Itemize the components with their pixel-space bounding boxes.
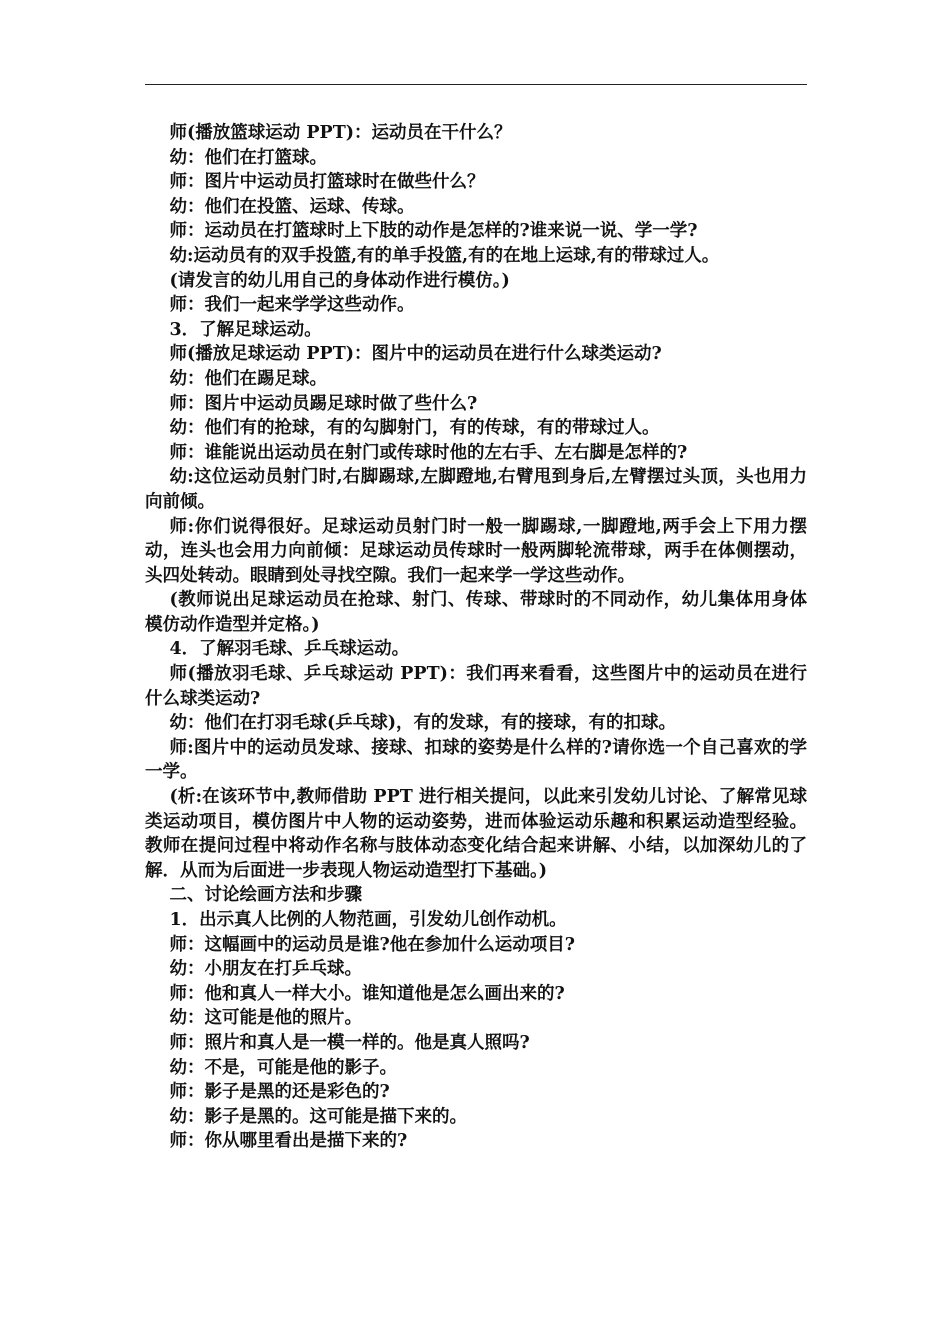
header-rule (145, 84, 807, 85)
paragraph: 幼：这可能是他的照片。 (169, 1008, 362, 1029)
paragraph: 幼：他们在投篮、运球、传球。 (169, 196, 415, 217)
paragraph: 师(播放篮球运动 PPT)：运动员在干什么？ (169, 123, 512, 143)
analysis-note: (析:在该环节中,教师借助 PPT 进行相关提问，以此来引发幼儿讨论、了解常见球类运动项目，模仿图片中人物的运动姿势，进而体验运动乐趣和积累运动造型经验。教师在提问过程中将动作名称与肢体动态变化结合起来讲解、小结，以加深幼儿的了解．从而为后面进一步表现人物运动造型打下基础。) (145, 787, 807, 881)
paragraph: 幼：他们在踢足球。 (169, 368, 327, 389)
paragraph: 师：照片和真人是一模一样的。他是真人照吗? (169, 1032, 530, 1053)
paragraph: 幼：不是，可能是他的影子。 (169, 1057, 397, 1078)
paragraph: 师：运动员在打篮球时上下肢的动作是怎样的?谁来说一说、学一学? (169, 221, 698, 242)
paragraph: 幼：他们有的抢球，有的勾脚射门，有的传球，有的带球过人。 (169, 418, 660, 439)
paragraph: 师:你们说得很好。足球运动员射门时一般一脚踢球,一脚蹬地,两手会上下用力摆动，连头也会用力向前倾：足球运动员传球时一般两脚轮流带球，两手在体侧摆动，头四处转动。眼睛到处寻找空隙。我们一起来学一学这些动作。 (145, 516, 807, 586)
paragraph: 师：图片中运动员打篮球时在做些什么？ (169, 172, 485, 193)
paragraph: 师：他和真人一样大小。谁知道他是怎么画出来的? (169, 983, 565, 1004)
paragraph: 师(播放羽毛球、乒乓球运动 PPT)：我们再来看看，这些图片中的运动员在进行什么球类运动? (145, 664, 807, 709)
paragraph: 幼：小朋友在打乒乓球。 (169, 959, 362, 980)
paragraph: (教师说出足球运动员在抢球、射门、传球、带球时的不同动作，幼儿集体用身体模仿动作造型并定格。) (145, 590, 807, 635)
paragraph: 师：谁能说出运动员在射门或传球时他的左右手、左右脚是怎样的? (169, 442, 688, 463)
paragraph: 幼:这位运动员射门时,右脚踢球,左脚蹬地,右臂甩到身后,左臂摆过头顶，头也用力向前倾。 (145, 467, 807, 512)
section-heading: 二、讨论绘画方法和步骤 (169, 885, 362, 906)
section-heading: 3．了解足球运动。 (169, 319, 322, 340)
paragraph: 幼:运动员有的双手投篮,有的单手投篮,有的在地上运球,有的带球过人。 (169, 245, 720, 266)
paragraph: 师：影子是黑的还是彩色的? (169, 1082, 390, 1103)
paragraph: (请发言的幼儿用自己的身体动作进行模仿。) (169, 270, 510, 291)
paragraph: 师：图片中运动员踢足球时做了些什么? (169, 393, 478, 414)
paragraph: 师：这幅画中的运动员是谁?他在参加什么运动项目? (169, 934, 576, 955)
section-heading: 1．出示真人比例的人物范画，引发幼儿创作动机。 (169, 910, 567, 930)
section-heading: 4．了解羽毛球、乒乓球运动。 (169, 639, 410, 660)
paragraph: 师：我们一起来学学这些动作。 (169, 295, 415, 316)
paragraph: 幼：他们在打篮球。 (169, 147, 327, 168)
document-body (145, 121, 807, 1154)
paragraph: 幼：他们在打羽毛球(乒乓球)，有的发球，有的接球，有的扣球。 (169, 713, 677, 734)
paragraph: 师(播放足球运动 PPT)：图片中的运动员在进行什么球类运动? (169, 344, 662, 365)
paragraph: 师:图片中的运动员发球、接球、扣球的姿势是什么样的?请你选一个自己喜欢的学一学。 (145, 737, 807, 783)
paragraph: 幼：影子是黑的。这可能是描下来的。 (169, 1106, 467, 1127)
paragraph: 师：你从哪里看出是描下来的? (169, 1131, 408, 1152)
